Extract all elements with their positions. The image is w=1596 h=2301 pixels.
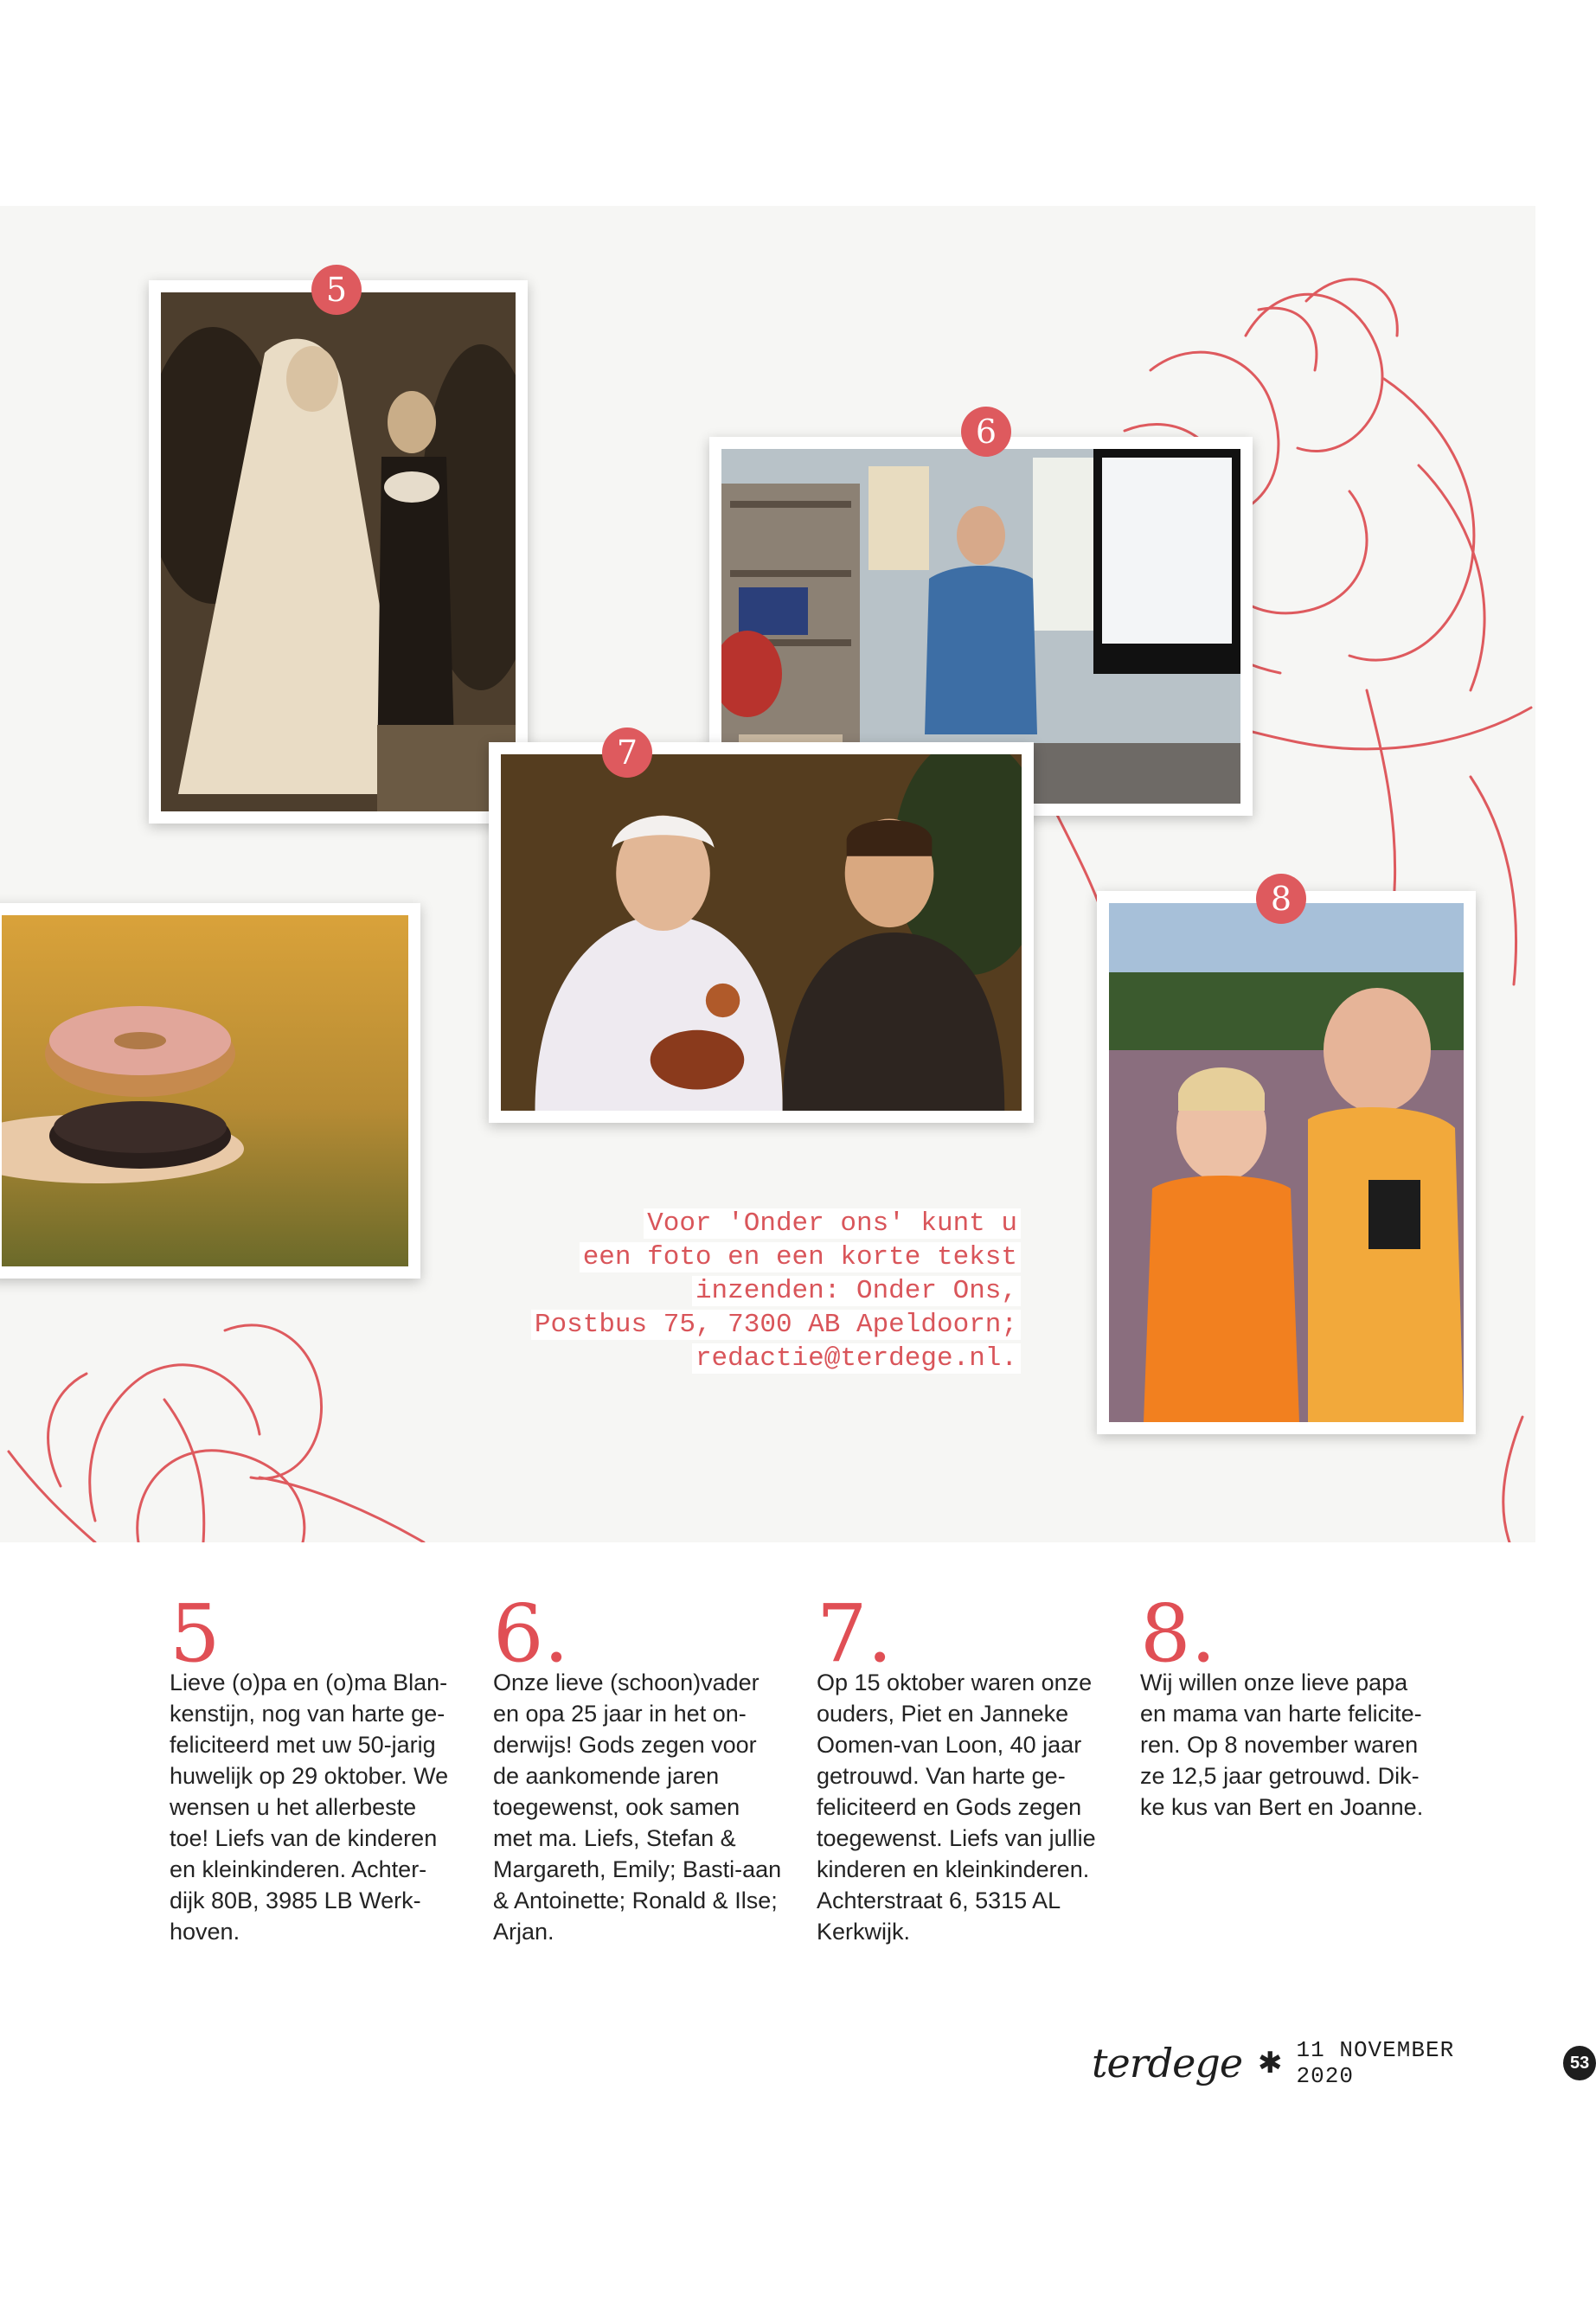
brand-logo: terdege (1092, 2040, 1243, 2086)
page-footer (1092, 2037, 1596, 2089)
photo-5-wedding-vintage (149, 280, 528, 824)
issue-date: 11 NOVEMBER 2020 (1296, 2037, 1455, 2089)
badge-6: 6 (961, 407, 1011, 457)
page-number: 53 (1563, 2046, 1596, 2080)
badge-5: 5 (311, 265, 362, 315)
article-8 (1140, 1587, 1430, 1823)
article-text: Onze lieve (schoon)vader en opa 25 jaar in het on-derwijs! Gods zegen voor de aankomende jaren toegewenst, ook samen met ma. Liefs, Stefan & Margareth, Emily; Basti-aan & Antoinette; Ronald & Ilse; Arjan. (493, 1670, 782, 1945)
article-text: Op 15 oktober waren onze ouders, Piet en Janneke Oomen-van Loon, 40 jaar getrouwd. Van harte ge-feliciteerd en Gods zegen toegewenst. Liefs van jullie kinderen en kleinkinderen. Achterstraat 6, 5315 AL Kerkwijk. (817, 1670, 1096, 1945)
notice-line: Postbus 75, 7300 AB Apeldoorn; (531, 1310, 1021, 1340)
article-number: 5 (170, 1587, 221, 1680)
article-text: Wij willen onze lieve papa en mama van harte felicite-ren. Op 8 november waren ze 12,5 jaar getrouwd. Dik-ke kus van Bert en Joanne. (1140, 1670, 1424, 1820)
article-number: 7. (817, 1587, 893, 1680)
article-7 (817, 1587, 1106, 1947)
notice-line: Voor 'Onder ons' kunt u (644, 1208, 1021, 1239)
notice-line: een foto en een korte tekst (580, 1242, 1021, 1272)
photo-8-children (1097, 891, 1476, 1434)
asterisk-icon: ✱ (1258, 2047, 1283, 2080)
article-5 (170, 1587, 459, 1947)
submission-notice (493, 1207, 1021, 1375)
notice-email[interactable]: redactie@terdege.nl. (692, 1343, 1021, 1374)
article-number: 8. (1140, 1587, 1216, 1680)
article-text: Lieve (o)pa en (o)ma Blan-kenstijn, nog van harte ge-feliciteerd met uw 50-jarig huwelijk op 29 oktober. We wensen u het allerbeste toe! Liefs van de kinderen en kleinkinderen. Achter-dijk 80B, 3985 LB Werk-hoven. (170, 1670, 449, 1945)
notice-line: inzenden: Onder Ons, (692, 1276, 1021, 1306)
article-6 (493, 1587, 783, 1947)
badge-8: 8 (1256, 874, 1306, 924)
article-number: 6. (493, 1587, 569, 1680)
photo-donuts (0, 903, 420, 1279)
badge-7: 7 (602, 727, 652, 778)
photo-7-wedding-1980 (489, 742, 1034, 1123)
